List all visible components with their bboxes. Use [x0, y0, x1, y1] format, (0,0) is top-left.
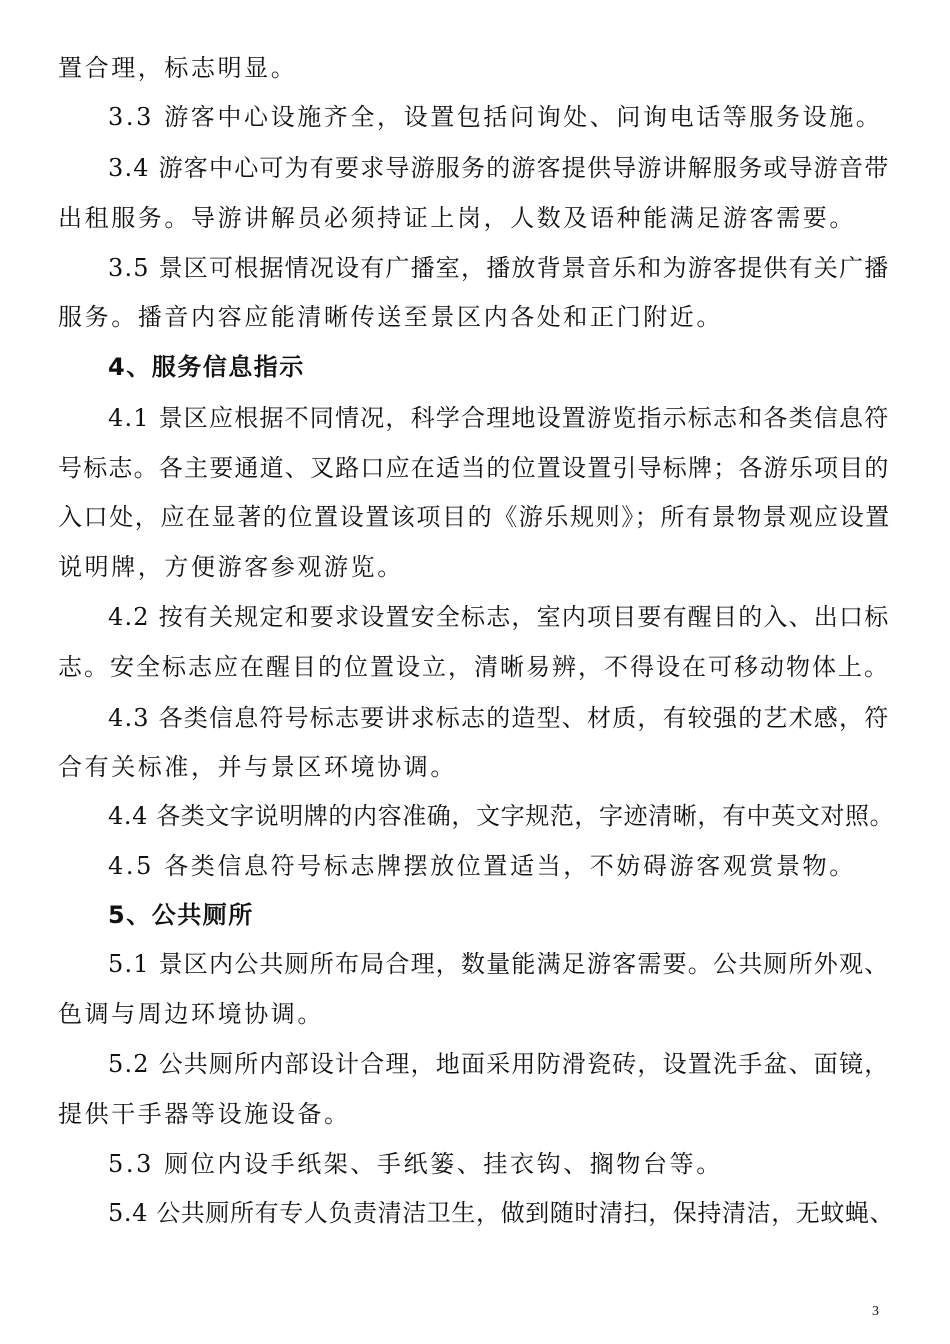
text-line: 5.3 厕位内设手纸架、手纸篓、挂衣钩、搁物台等。	[108, 1150, 723, 1178]
text-line: 入口处，应在显著的位置设置该项目的《游乐规则》；所有景物景观应设置	[58, 503, 891, 531]
section-heading: 4、服务信息指示	[108, 353, 305, 381]
text-line: 3.4 游客中心可为有要求导游服务的游客提供导游讲解服务或导游音带	[108, 154, 890, 182]
text-line: 3.3 游客中心设施齐全，设置包括问询处、问询电话等服务设施。	[108, 103, 883, 131]
text-line: 5.2 公共厕所内部设计合理，地面采用防滑瓷砖，设置洗手盆、面镜，	[108, 1050, 890, 1078]
text-line: 合有关标准，并与景区环境协调。	[58, 753, 457, 781]
text-line: 4.5 各类信息符号标志牌摆放位置适当，不妨碍游客观赏景物。	[108, 852, 856, 880]
text-line: 出租服务。导游讲解员必须持证上岗，人数及语种能满足游客需要。	[58, 204, 856, 232]
text-line: 志。安全标志应在醒目的位置设立，清晰易辨，不得设在可移动物体上。	[58, 653, 890, 681]
text-line: 号标志。各主要通道、叉路口应在适当的位置设置引导标牌；各游乐项目的	[58, 454, 890, 482]
text-line: 5.4 公共厕所有专人负责清洁卫生，做到随时清扫，保持清洁，无蚊蝇、	[108, 1199, 895, 1227]
text-line: 4.1 景区应根据不同情况，科学合理地设置游览指示标志和各类信息符	[108, 404, 890, 432]
text-line: 色调与周边环境协调。	[58, 1000, 324, 1028]
text-line: 4.4 各类文字说明牌的内容准确，文字规范，字迹清晰，有中英文对照。	[108, 802, 895, 830]
text-line: 服务。播音内容应能清晰传送至景区内各处和正门附近。	[58, 303, 723, 331]
text-line: 3.5 景区可根据情况设有广播室，播放背景音乐和为游客提供有关广播	[108, 254, 890, 282]
text-line: 4.2 按有关规定和要求设置安全标志，室内项目要有醒目的入、出口标	[108, 603, 890, 631]
text-line: 提供干手器等设施设备。	[58, 1100, 351, 1128]
page-number: 3	[872, 1304, 879, 1319]
text-line: 置合理，标志明显。	[58, 54, 298, 82]
section-heading: 5、公共厕所	[108, 901, 254, 929]
text-line: 4.3 各类信息符号标志要讲求标志的造型、材质，有较强的艺术感，符	[108, 704, 890, 732]
text-line: 说明牌，方便游客参观游览。	[58, 553, 404, 581]
text-line: 5.1 景区内公共厕所布局合理，数量能满足游客需要。公共厕所外观、	[108, 950, 890, 978]
